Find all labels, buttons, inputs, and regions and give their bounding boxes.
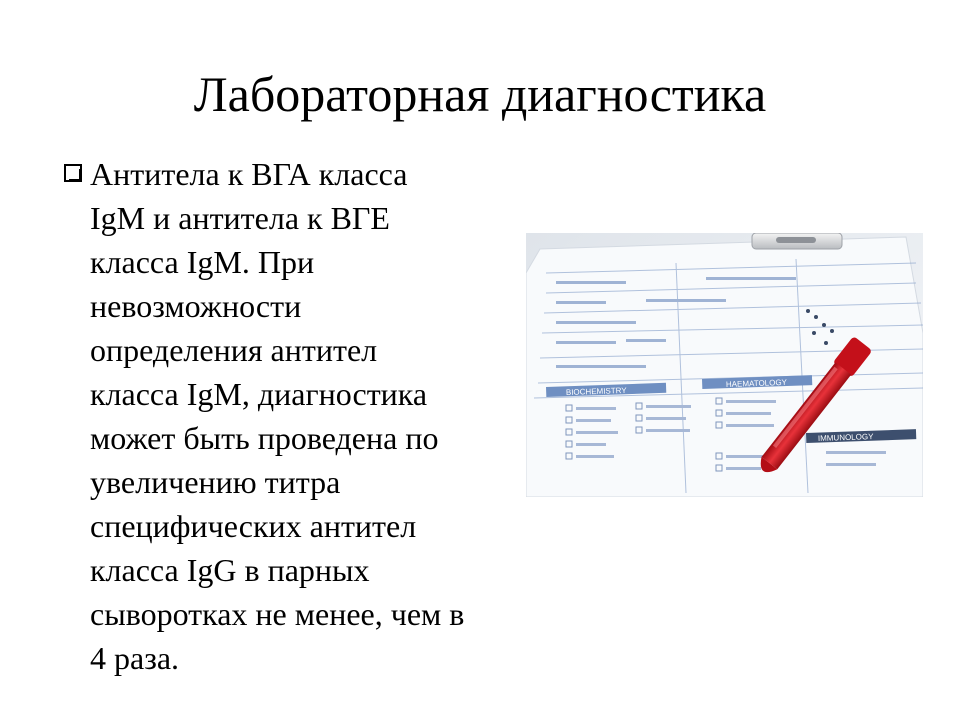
- bullet-list: [62, 152, 532, 680]
- slide-title: Лабораторная диагностика: [193, 66, 767, 122]
- immunology-label: IMMUNOLOGY: [817, 432, 874, 443]
- lab-form-photo: [526, 233, 923, 497]
- bullet-text: Антитела к ВГА класса IgM и антитела к ВГЕ класса IgM. При невозможности определения антител класса IgM, диагностика может быть проведена по увеличению титра специфических антител класса IgG в парных сыворотках не менее, чем в 4 раза.: [90, 156, 465, 676]
- bullet-item: [62, 152, 532, 680]
- haematology-label: HAEMATOLOGY: [725, 377, 788, 389]
- biochemistry-label: BIOCHEMISTRY: [565, 385, 627, 397]
- checkbox-bullet-icon: [62, 152, 90, 194]
